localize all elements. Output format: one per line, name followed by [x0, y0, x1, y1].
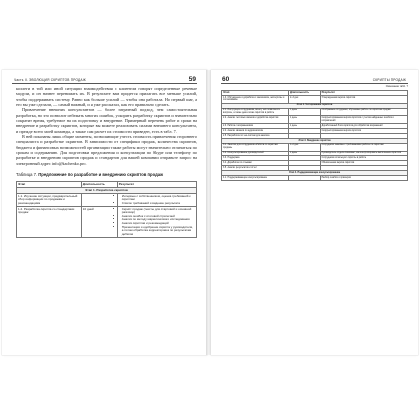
body-paragraph: Привлечение внешних консультантов — более затратный подход, чем самостоятельная разработка, но это позволит избежать многих ошибок, ускорить разработку скриптов и значительно сократит время, требуемое на их подготовку и внедрение. Примерный перечень работ и сроки на внедрение и разработку скриптов, которые вы можете реализовать силами внешнего консультанта, и прежде всего моей команды, а также сам расчет их стоимости приведен, есть в табл. 7.: [16, 107, 197, 134]
result-cell: Скорректированная версия скриптов с учетом найденных ошибок и исправлений: [320, 116, 407, 124]
duration-cell: 1 день: [288, 151, 320, 156]
stage-cell: 2.2. Анализ тестовых звонков и доработка скриптов: [222, 116, 289, 124]
result-item: • Анализ скриптов и рекомендаций: [122, 222, 195, 226]
left-page-number: 59: [188, 76, 196, 83]
stage-cell: 3.4. Доработка по отзывам: [222, 161, 289, 166]
stage-title: Этап 1. Разработка скриптов: [17, 188, 197, 194]
table-header-cell: Результат: [117, 182, 196, 188]
table-row: [222, 108, 408, 116]
result-cell: Сотрудники используют скрипты в работе: [320, 156, 407, 161]
stage-cell: 3.3. Поддержка: [222, 156, 289, 161]
table-row: [17, 206, 197, 237]
proposal-table-part-2: [221, 90, 408, 181]
stage-cell: 2.5. Разработка по чек-листам для анализа: [222, 133, 289, 138]
result-item: • Скрипт продаж (тексты для стартовой и основной разговор): [122, 208, 195, 215]
table-header-cell: Этап: [17, 182, 82, 188]
table-row: [222, 143, 408, 151]
stage-cell: 2.3. Работа с возражениями: [222, 124, 289, 129]
stage-cell: 3.5. Анализ результатов и отчет: [222, 166, 289, 171]
right-page: [211, 70, 418, 355]
right-body: [221, 90, 408, 181]
stage-title: Этап 4. Поддерживающие консультирование: [222, 171, 408, 176]
right-running-header: [221, 73, 408, 84]
table-caption-title: Предложение по разработке и внедрению скриптов продаж: [38, 172, 164, 178]
left-running-head: Часть II. ЭВОЛЮЦИЯ СКРИПТОВ ПРОДАЖ: [14, 78, 86, 82]
left-body: [16, 86, 197, 238]
duration-cell: 1 день: [288, 116, 320, 124]
duration-cell: 1–2 дня: [288, 143, 320, 151]
duration-cell: 1 день: [288, 124, 320, 129]
stage-title: Этап 2. Тестирование скриптов: [222, 103, 408, 108]
duration-cell: 2–3 дня: [288, 96, 320, 104]
result-cell: Сотрудники знакомы с требованиями работы по скриптам: [320, 143, 407, 151]
duration-cell: 1 день: [288, 108, 320, 116]
table-row: [222, 116, 408, 124]
stage-title: Этап 3. Внедрение скриптов: [222, 138, 408, 143]
table-caption: [16, 172, 197, 177]
stage-cell: 4.1. Поддерживающие консультирование: [222, 176, 289, 181]
left-page: [2, 70, 207, 355]
result-cell: Отобранные сотрудники, обученные работе по скриптам продаж: [320, 108, 407, 116]
table-row: [222, 96, 408, 104]
stage-cell: 1.2. Разработка скрипта со стандартами продаж: [17, 206, 82, 237]
body-paragraph: В ней показаны лишь общие моменты, позволяющие учесть стоимость привлечения стороннего специалиста и разработке скриптов. В зависимости от специфики продаж, количества скриптов, бюджета и финансовых возможностей организации также работы могут значительно отличаться по срокам и содержанию. Для подготовки предложения и консультации по Skype или телефону по разработке и внедрению скриптов продаж и стандартов для вашей компании отправьте запрос на электронный адрес info@kachenko.pro.: [16, 134, 197, 166]
result-cell: Обновленная версия скриптов: [320, 161, 407, 166]
stage-cell: 1.3. Обсуждение и доработка с заказчиком, экспертизы и согласование: [222, 96, 289, 104]
stage-cell: 2.1. Инструкция сотрудникам, всем у них появляются вопросы, а также демо-показ скриптов в работе: [222, 108, 289, 116]
result-item: • Анализ по методу маркетингового исследования: [122, 218, 195, 222]
result-item: • Список требований и видение результата: [122, 202, 195, 206]
duration-cell: 10 дней: [81, 206, 117, 237]
table-caption-prefix: Таблица 7.: [16, 172, 38, 178]
result-cell: [117, 206, 196, 237]
table-continuation-tag: Окончание табл. 7: [385, 85, 408, 88]
table-header-cell: Длительность: [288, 91, 320, 96]
result-item: • Презентация и одобрение скрипта у руководителя, а потом обработка корректировок по результатам дебатов: [122, 226, 195, 237]
table-row: [17, 194, 197, 207]
duration-cell: [288, 176, 320, 181]
right-page-number: 60: [222, 76, 230, 83]
result-item: • Интервью с собственником, оценка требований к скриптам: [122, 195, 195, 202]
result-cell: Руководитель отдела понимает, как контролировать выполнение скриптов: [320, 151, 407, 156]
result-item: • Анализ ошибок с итоговой стратегией: [122, 215, 195, 219]
result-cell: Скорректированная версия скриптов: [320, 129, 407, 134]
result-cell: [117, 194, 196, 207]
stage-cell: 1.1. Изучение ситуации, предварительный сбор информации по продажам и рекомендациям: [17, 194, 82, 207]
proposal-table-part-1: [16, 181, 197, 238]
result-cell: Разбор ошибок и примеров: [320, 176, 407, 181]
result-cell: Утвержденная версия скриптов: [320, 96, 407, 104]
body-paragraph: коллеги в той или иной ситуации взаимодействия с клиентом говорят определенные речевые модули, и он начнет перенимать их. В результате вам придется прилагать все меньше усилий, чтобы поддерживать систему. Равно как больше усилий — чтобы она работала. Но первый шаг, а его вы уже сделали, — самый важный, и я уже рассказал, как его правильно сделать.: [16, 86, 197, 108]
table-header-cell: Длительность: [81, 182, 117, 188]
table-header-cell: Этап: [222, 91, 289, 96]
right-running-head: СКРИПТЫ ПРОДАЖ: [372, 78, 406, 82]
result-cell: Доработанный блок скриптов для обработки возражений: [320, 124, 407, 129]
table-row: [222, 176, 408, 181]
left-running-header: [12, 73, 197, 84]
table-header-cell: Результат: [320, 91, 407, 96]
stage-cell: 2.4. Анализ звонков по аудиозаписям: [222, 129, 289, 134]
stage-cell: 3.1. Занятия для сотрудников «Работа по скриптам продаж»: [222, 143, 289, 151]
stage-cell: 3.2. Консультирование руководителей: [222, 151, 289, 156]
